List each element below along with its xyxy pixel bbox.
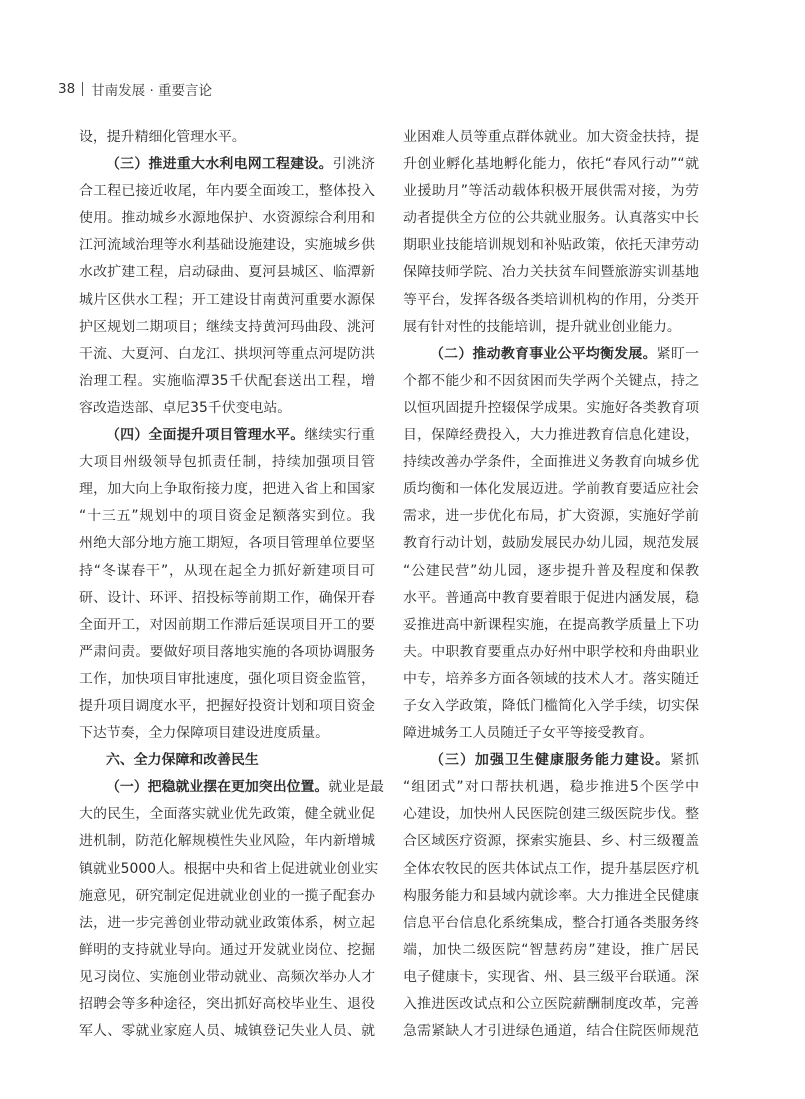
body-text: 容改造迭部、卓尼35千伏变电站。 [79, 399, 292, 416]
text-line [403, 341, 699, 368]
body-text: 进机制，防范化解规模性失业风险，年内新增城 [79, 833, 375, 850]
text-line [79, 856, 379, 883]
text-line [79, 341, 375, 368]
body-text: 动者提供全方位的公共就业服务。认真落实中长 [403, 210, 699, 227]
text-line [403, 720, 699, 747]
right-column [403, 124, 699, 1045]
body-text: 治理工程。实施临潭35千伏配套送出工程，增 [79, 372, 375, 389]
body-text: 引洮济 [332, 156, 375, 173]
text-line [403, 287, 699, 314]
body-text: 鲜明的支持就业导向。通过开发就业岗位、挖掘 [79, 941, 375, 958]
body-text: “十三五”规划中的项目资金足额落实到位。我 [79, 508, 375, 525]
text-line [79, 639, 375, 666]
text-line [403, 124, 699, 151]
text-line [79, 937, 375, 964]
text-line [403, 937, 699, 964]
body-text: 合工程已接近收尾，年内要全面竣工，整体投入 [79, 183, 375, 200]
body-text: 军人、零就业家庭人员、城镇登记失业人员、就 [79, 1023, 375, 1040]
text-line [403, 747, 699, 774]
body-text: 升创业孵化基地孵化能力，依托“春风行动”“就 [403, 156, 699, 173]
body-text: 障进城务工人员随迁子女平等接受教育。 [403, 725, 654, 742]
body-text: 个都不能少和不因贫困而失学两个关键点，持之 [403, 372, 699, 389]
text-line [403, 585, 699, 612]
text-line [403, 801, 699, 828]
text-line [79, 585, 375, 612]
body-text: 大项目州级领导包抓责任制，持续加强项目管 [79, 454, 375, 471]
body-text: 急需紧缺人才引进绿色通道，结合住院医师规范 [403, 1023, 699, 1040]
text-line [79, 476, 375, 503]
body-text: 下达节奏，全力保障项目建设进度质量。 [79, 725, 330, 742]
body-text: 全面开工，对因前期工作滞后延误项目开工的要 [79, 616, 375, 633]
body-text: 构服务能力和县域内就诊率。大力推进全民健康 [403, 887, 699, 904]
body-text: 护区规划二期项目；继续支持黄河玛曲段、洮河 [79, 318, 375, 335]
body-text: 使用。推动城乡水源地保护、水资源综合利用和 [79, 210, 375, 227]
body-text: 研、设计、环评、招投标等前期工作，确保开春 [79, 589, 375, 606]
text-line [403, 558, 699, 585]
text-line [79, 991, 375, 1018]
body-text: 水改扩建工程，启动碌曲、夏河县城区、临潭新 [79, 264, 375, 281]
page-number: 38 [58, 81, 76, 97]
text-line [79, 232, 375, 259]
body-text: 保障技师学院、冶力关扶贫车间暨旅游实训基地 [403, 264, 699, 281]
section-heading-text: （三）加强卫生健康服务能力建设。 [430, 752, 671, 769]
text-line [79, 530, 375, 557]
text-line [403, 964, 699, 991]
text-line [403, 530, 699, 557]
text-line [403, 205, 699, 232]
body-text: 严肃问责。要做好项目落地实施的各项协调服务 [79, 643, 375, 660]
left-column [79, 124, 384, 1045]
body-text: 施意见，研究制定促进就业创业的一揽子配套办 [79, 887, 375, 904]
body-text: 就业是最 [328, 779, 384, 796]
text-line [79, 558, 375, 585]
text-line [79, 1018, 375, 1045]
text-line [79, 151, 375, 178]
text-line [79, 259, 375, 286]
body-text: 紧盯一 [656, 345, 699, 362]
text-line [79, 828, 375, 855]
text-line [79, 124, 375, 151]
text-line [403, 856, 699, 883]
body-text: 江河流域治理等水利基础设施建设，实施城乡供 [79, 237, 375, 254]
text-line [403, 151, 699, 178]
section-heading-text: （二）推动教育事业公平均衡发展。 [430, 345, 657, 362]
text-line [403, 910, 699, 937]
section-heading-text: （四）全面提升项目管理水平。 [106, 427, 305, 444]
body-text: “公建民营”幼儿园，逐步提升普及程度和保教 [403, 562, 699, 579]
body-text: 见习岗位、实施创业带动就业、高频次举办人才 [79, 968, 375, 985]
text-line [79, 449, 375, 476]
text-line [403, 503, 699, 530]
body-text: 展有针对性的技能培训，提升就业创业能力。 [403, 318, 681, 335]
publication-title: 甘南发展 · 重要言论 [91, 83, 213, 99]
body-text: 夫。中职教育要重点办好州中职学校和舟曲职业 [403, 643, 699, 660]
body-text: 全体农牧民的医共体试点工作，提升基层医疗机 [403, 860, 699, 877]
section-heading-text: （三）推进重大水利电网工程建设。 [106, 156, 333, 173]
text-line [403, 178, 699, 205]
text-line [403, 828, 699, 855]
body-text: 理，加大向上争取衔接力度，把进入省上和国家 [79, 481, 375, 498]
section-heading-text: 六、全力保障和改善民生 [106, 752, 259, 769]
body-text: 大的民生，全面落实就业优先政策，健全就业促 [79, 806, 375, 823]
body-text: 持续改善办学条件，全面推进义务教育向城乡优 [403, 454, 699, 471]
text-line [403, 422, 699, 449]
body-text: 教育行动计划，鼓励发展民办幼儿园，规范发展 [403, 535, 699, 552]
header-divider [82, 82, 83, 96]
text-line [79, 964, 375, 991]
body-text: 业困难人员等重点群体就业。加大资金扶持，提 [403, 129, 699, 145]
text-line [79, 720, 375, 747]
body-text: 等平台，发挥各级各类培训机构的作用，分类开 [403, 291, 699, 308]
body-text: 业援助月”等活动载体积极开展供需对接，为劳 [403, 183, 699, 200]
body-text: 招聘会等多种途径，突出抓好高校毕业生、退役 [79, 996, 375, 1012]
body-text: 城片区供水工程；开工建设甘南黄河重要水源保 [79, 291, 375, 308]
body-text: 端，加快二级医院“智慧药房”建设，推广居民 [403, 941, 699, 958]
text-line [403, 693, 699, 720]
text-line [79, 205, 375, 232]
body-text: 州绝大部分地方施工期短，各项目管理单位要坚 [79, 535, 375, 552]
body-text: 中专，培养多方面各领域的技术人才。落实随迁 [403, 670, 699, 687]
body-text: 继续实行重 [304, 427, 375, 444]
text-line [403, 1018, 699, 1045]
text-line [79, 503, 375, 530]
text-line [79, 314, 375, 341]
body-text: 持“冬谋春干”，从现在起全力抓好新建项目可 [79, 562, 375, 579]
body-text: 干流、大夏河、白龙江、拱坝河等重点河堤防洪 [79, 345, 375, 362]
text-line [403, 774, 699, 801]
body-text: 妥推进高中新课程实施，在提高教学质量上下功 [403, 616, 699, 633]
body-text: 设，提升精细化管理水平。 [79, 129, 246, 145]
text-line [403, 232, 699, 259]
text-line [79, 178, 375, 205]
text-line [79, 422, 375, 449]
body-text: 镇就业5000人。根据中央和省上促进就业创业实 [79, 860, 379, 877]
text-line [79, 287, 375, 314]
text-line [79, 774, 384, 801]
body-text: 提升项目调度水平，把握好投资计划和项目资金 [79, 697, 375, 714]
text-line [403, 612, 699, 639]
body-text: 目，保障经费投入，大力推进教育信息化建设， [403, 427, 699, 444]
body-text: 工作，加快项目审批速度，强化项目资金监管， [79, 670, 375, 687]
text-line [403, 476, 699, 503]
text-line [403, 314, 699, 341]
text-line [79, 801, 375, 828]
body-text: 电子健康卡，实现省、州、县三级平台联通。深 [403, 968, 699, 985]
text-line [403, 883, 699, 910]
text-line [79, 395, 375, 422]
body-text: 质均衡和一体化发展迈进。学前教育要适应社会 [403, 481, 699, 498]
body-text: 法，进一步完善创业带动就业政策体系，树立起 [79, 914, 375, 931]
text-line [403, 991, 699, 1018]
text-line [79, 666, 375, 693]
body-text: 合区域医疗资源，探索实施县、乡、村三级覆盖 [403, 833, 699, 850]
body-text: 心建设，加快州人民医院创建三级医院步伐。整 [403, 806, 699, 823]
body-text: “组团式”对口帮扶机遇，稳步推进5个医学中 [403, 779, 699, 796]
body-text: 紧抓 [670, 752, 699, 769]
body-text: 水平。普通高中教育要着眼于促进内涵发展，稳 [403, 589, 699, 606]
body-text: 入推进医改试点和公立医院薪酬制度改革，完善 [403, 996, 699, 1012]
running-header [58, 78, 212, 100]
body-text: 以恒巩固提升控辍保学成果。实施好各类教育项 [403, 399, 699, 416]
text-line [79, 368, 375, 395]
body-text: 子女入学政策，降低门槛简化入学手续，切实保 [403, 697, 699, 714]
text-line [79, 612, 375, 639]
text-line [403, 259, 699, 286]
text-line [79, 910, 375, 937]
text-line [403, 666, 699, 693]
section-heading-text: （一）把稳就业摆在更加突出位置。 [106, 779, 329, 796]
text-line [79, 883, 375, 910]
body-text: 需求，进一步优化布局，扩大资源，实施好学前 [403, 508, 699, 525]
body-text: 期职业技能培训规划和补贴政策，依托天津劳动 [403, 237, 699, 254]
text-line [79, 747, 375, 774]
text-line [79, 693, 375, 720]
text-line [403, 639, 699, 666]
text-line [403, 449, 699, 476]
text-line [403, 395, 699, 422]
body-text: 信息平台信息化系统集成，整合打通各类服务终 [403, 914, 699, 931]
text-line [403, 368, 699, 395]
